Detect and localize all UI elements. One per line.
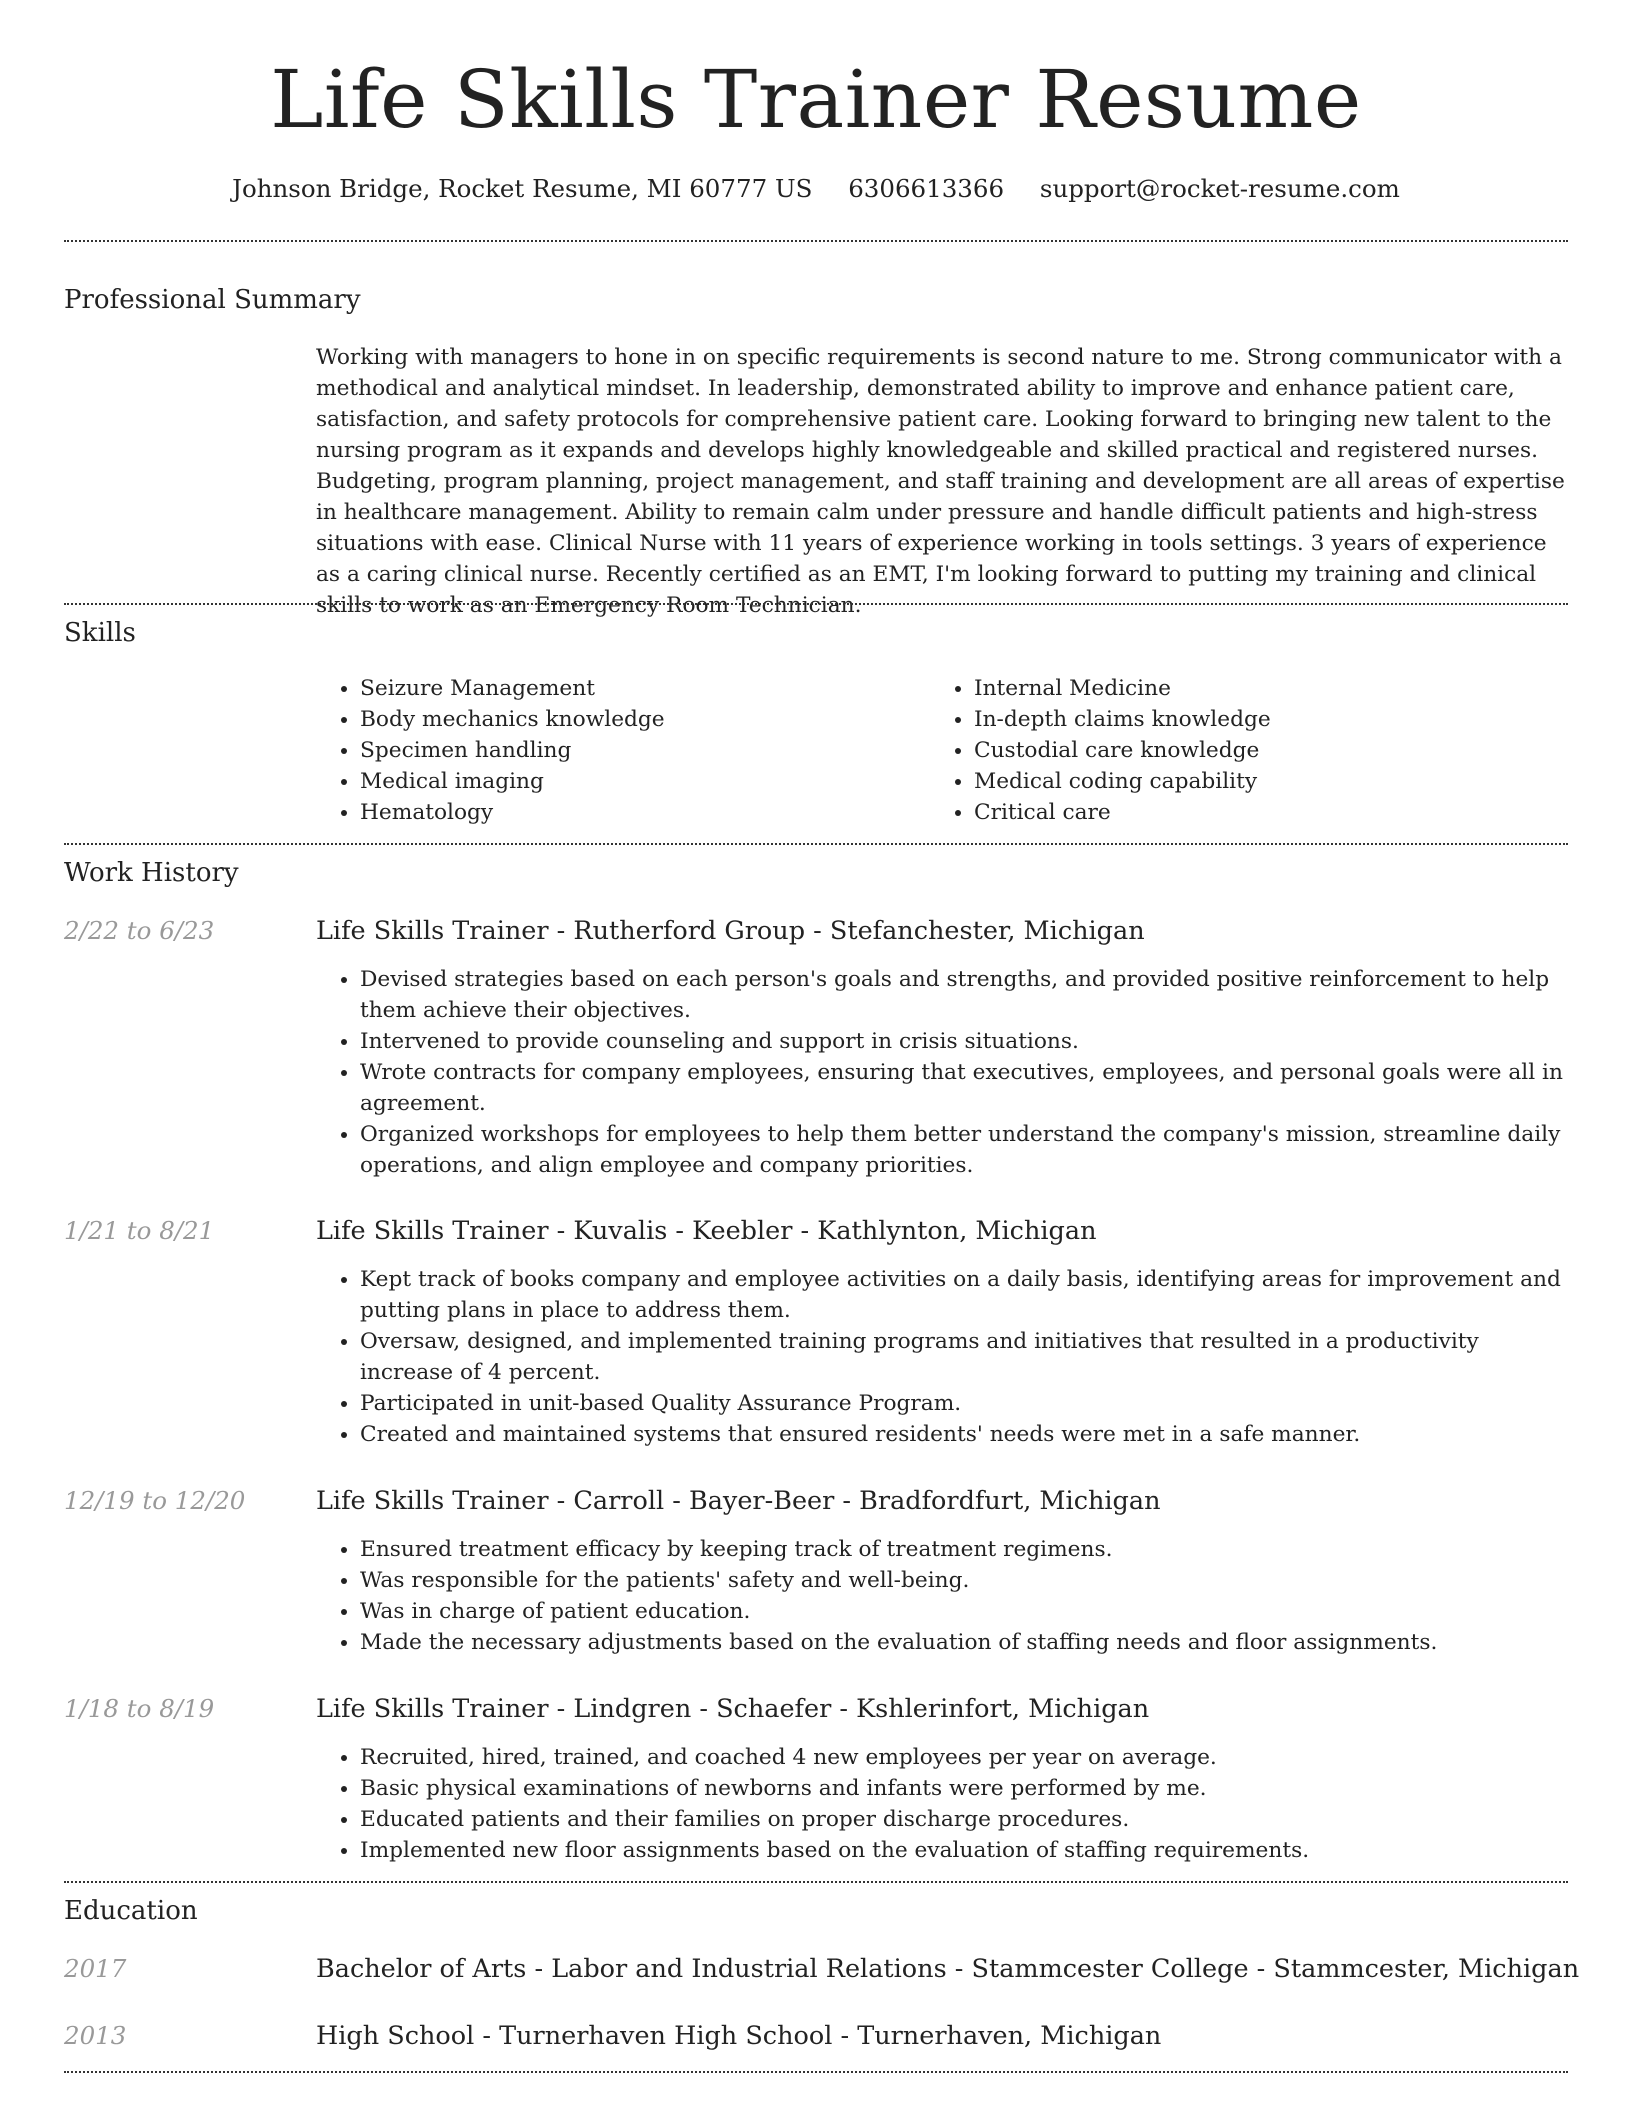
education-year: 2013 — [64, 2021, 127, 2050]
contact-phone: 6306613366 — [848, 174, 1005, 203]
job-bullets — [316, 964, 1568, 1181]
contact-email: support@rocket-resume.com — [1039, 174, 1400, 203]
education-degree: Bachelor of Arts - Labor and Industrial Relations - Stammcester College - Stammcester, Michigan — [316, 1954, 1580, 1984]
job-bullet: • Kept track of books company and employee activities on a daily basis, identifying areas for improvement and putting plans in place to address them. — [360, 1264, 1568, 1326]
job-bullet: • Ensured treatment efficacy by keeping track of treatment regimens. — [360, 1534, 1568, 1565]
skill-item: • In-depth claims knowledge — [974, 704, 1550, 735]
job-bullet: • Was responsible for the patients' safety and well-being. — [360, 1565, 1568, 1596]
contact-address: Johnson Bridge, Rocket Resume, MI 60777 US — [232, 174, 813, 203]
contact-line — [0, 172, 1632, 206]
job-bullets — [316, 1742, 1568, 1866]
education-year: 2017 — [64, 1954, 127, 1983]
divider — [64, 603, 1568, 605]
summary-text: Working with managers to hone in on specific requirements is second nature to me. Strong communicator with a methodical and analytical mindset. In leadership, demonstrated ability to improve and enhance patient care, satisfaction, and safety protocols for comprehensive patient care. Looking forward to bringing new talent to the nursing program as it expands and develops highly knowledgeable and skilled practical and registered nurses. Budgeting, program planning, project management, and staff training and development are all areas of expertise in healthcare management. Ability to remain calm under pressure and handle difficult patients and high-stress situations with ease. Clinical Nurse with 11 years of experience working in tools settings. 3 years of experience as a caring clinical nurse. Recently certified as an EMT, I'm looking forward to putting my training and clinical skills to work as an Emergency Room Technician. — [316, 345, 1565, 618]
job-bullet: • Recruited, hired, trained, and coached 4 new employees per year on average. — [360, 1742, 1568, 1773]
section-heading-education: Education — [64, 1896, 198, 1926]
job-bullet: • Created and maintained systems that ensured residents' needs were met in a safe manner. — [360, 1419, 1568, 1450]
job-bullet: • Implemented new floor assignments based on the evaluation of staffing requirements. — [360, 1835, 1568, 1866]
skills-column-left — [316, 673, 916, 828]
job-bullet: • Participated in unit-based Quality Assurance Program. — [360, 1388, 1568, 1419]
skill-item: • Custodial care knowledge — [974, 735, 1550, 766]
skill-item: • Internal Medicine — [974, 673, 1550, 704]
job-dates: 12/19 to 12/20 — [64, 1486, 246, 1515]
divider — [64, 1881, 1568, 1883]
education-degree: High School - Turnerhaven High School - Turnerhaven, Michigan — [316, 2021, 1162, 2051]
job-dates: 2/22 to 6/23 — [64, 916, 215, 945]
job-bullet: • Made the necessary adjustments based on the evaluation of staffing needs and floor assignments. — [360, 1627, 1568, 1658]
job-bullets — [316, 1264, 1568, 1450]
job-bullet: • Organized workshops for employees to help them better understand the company's mission, streamline daily operations, and align employee and company priorities. — [360, 1119, 1568, 1181]
job-dates: 1/18 to 8/19 — [64, 1694, 215, 1723]
job-bullet: • Devised strategies based on each person's goals and strengths, and provided positive reinforcement to help them achieve their objectives. — [360, 964, 1568, 1026]
skill-item: • Medical coding capability — [974, 766, 1550, 797]
resume-title: Life Skills Trainer Resume — [270, 53, 1362, 146]
job-bullets — [316, 1534, 1568, 1658]
job-bullet: • Was in charge of patient education. — [360, 1596, 1568, 1627]
job-bullet: • Educated patients and their families on proper discharge procedures. — [360, 1804, 1568, 1835]
skill-item: • Specimen handling — [360, 735, 916, 766]
divider — [64, 2071, 1568, 2073]
job-dates: 1/21 to 8/21 — [64, 1216, 215, 1245]
section-heading-skills: Skills — [64, 618, 136, 648]
skill-item: • Medical imaging — [360, 766, 916, 797]
skill-item: • Body mechanics knowledge — [360, 704, 916, 735]
skill-item: • Critical care — [974, 797, 1550, 828]
skills-column-right — [930, 673, 1550, 828]
divider — [64, 843, 1568, 845]
skill-item: • Hematology — [360, 797, 916, 828]
job-bullet: • Basic physical examinations of newborns and infants were performed by me. — [360, 1773, 1568, 1804]
section-heading-summary: Professional Summary — [64, 285, 361, 315]
job-bullet: • Intervened to provide counseling and support in crisis situations. — [360, 1026, 1568, 1057]
job-title: Life Skills Trainer - Lindgren - Schaefer - Kshlerinfort, Michigan — [316, 1694, 1150, 1724]
skill-item: • Seizure Management — [360, 673, 916, 704]
divider — [64, 240, 1568, 242]
job-title: Life Skills Trainer - Carroll - Bayer-Beer - Bradfordfurt, Michigan — [316, 1486, 1161, 1516]
job-title: Life Skills Trainer - Rutherford Group - Stefanchester, Michigan — [316, 916, 1145, 946]
job-bullet: • Oversaw, designed, and implemented training programs and initiatives that resulted in a productivity increase of 4 percent. — [360, 1326, 1568, 1388]
job-title: Life Skills Trainer - Kuvalis - Keebler - Kathlynton, Michigan — [316, 1216, 1097, 1246]
section-heading-work: Work History — [64, 858, 239, 888]
job-bullet: • Wrote contracts for company employees, ensuring that executives, employees, and personal goals were all in agreement. — [360, 1057, 1568, 1119]
